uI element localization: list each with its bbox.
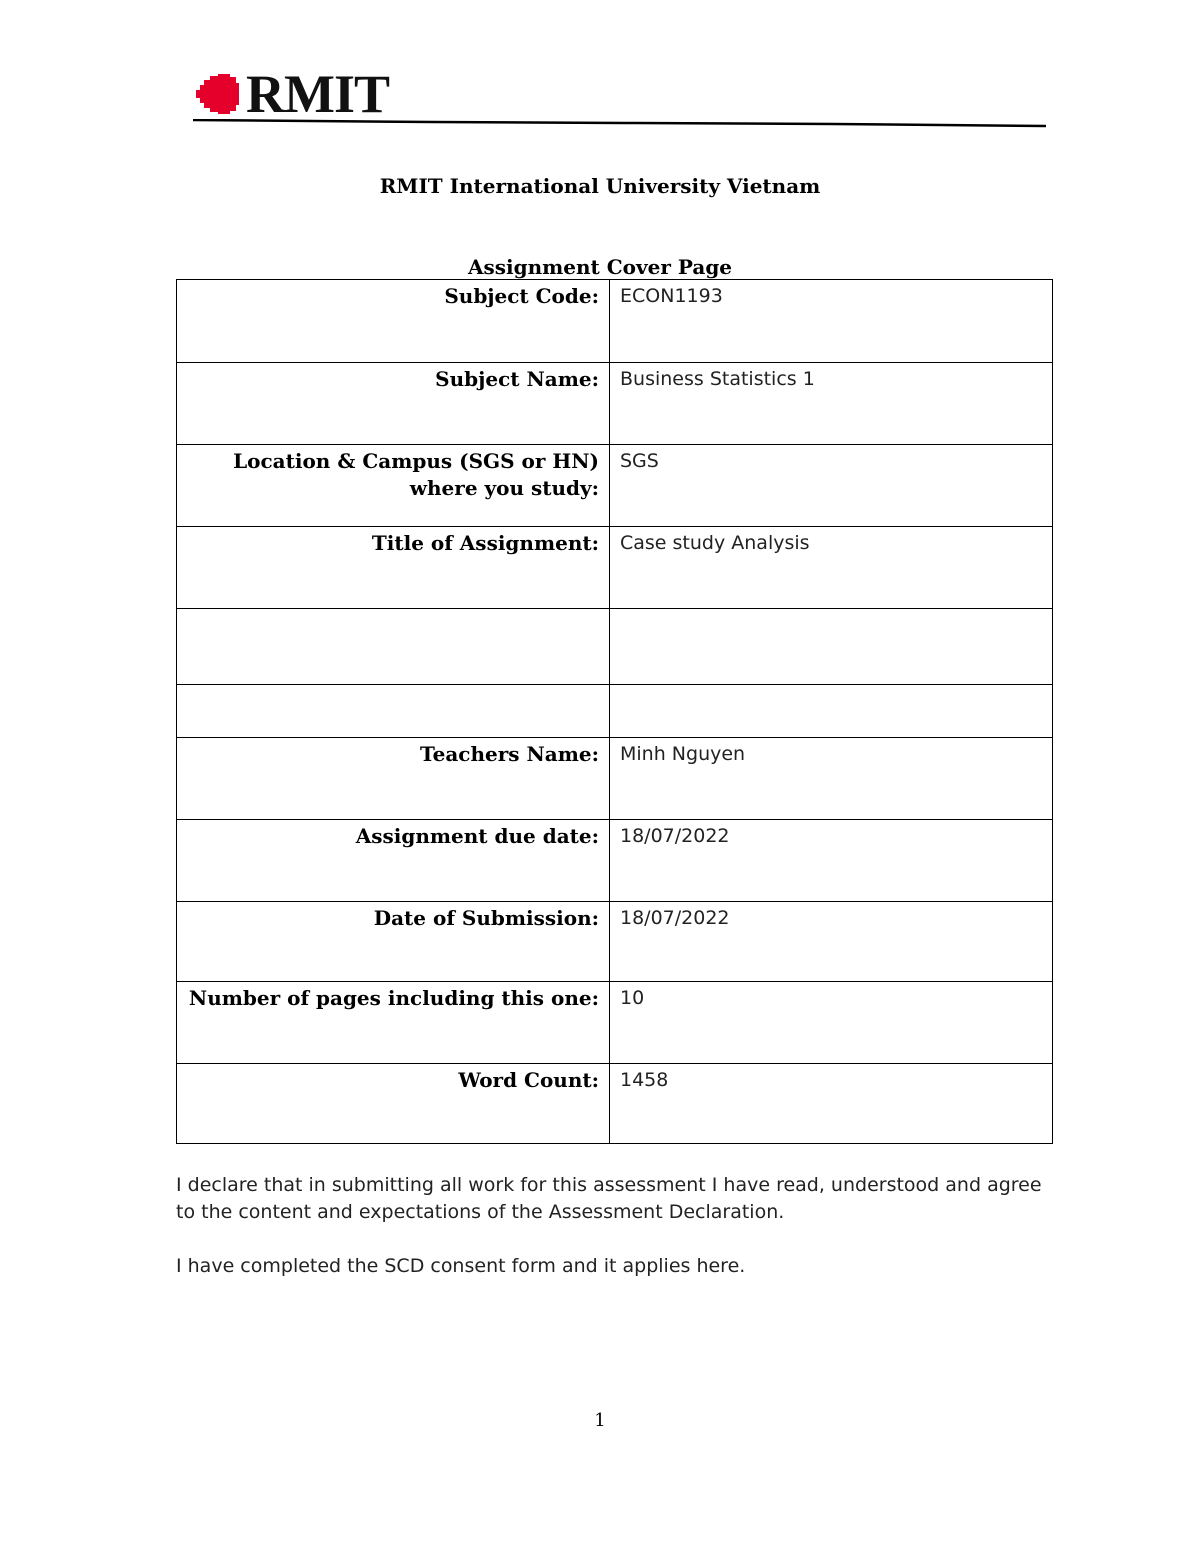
empty-cell [610, 609, 1053, 685]
table-row [177, 902, 1053, 982]
word-count-label: Word Count: [177, 1064, 610, 1144]
empty-cell [177, 685, 610, 738]
empty-cell [177, 609, 610, 685]
subject-code-label: Subject Code: [177, 280, 610, 363]
table-row [177, 738, 1053, 820]
assignment-title-value: Case study Analysis [610, 527, 1053, 609]
header-rule [193, 119, 1046, 129]
table-row [177, 527, 1053, 609]
table-row [177, 445, 1053, 527]
subject-name-label: Subject Name: [177, 363, 610, 445]
due-date-label: Assignment due date: [177, 820, 610, 902]
submission-date-label: Date of Submission: [177, 902, 610, 982]
table-row [177, 280, 1053, 363]
subject-code-value: ECON1193 [610, 280, 1053, 363]
table-row [177, 982, 1053, 1064]
university-title: RMIT International University Vietnam [379, 174, 821, 198]
teachers-name-label: Teachers Name: [177, 738, 610, 820]
teachers-name-value: Minh Nguyen [610, 738, 1053, 820]
assignment-info-table [176, 279, 1053, 1144]
page-count-value: 10 [610, 982, 1053, 1064]
page-number: 1 [594, 1410, 606, 1431]
declaration-block [176, 1172, 1046, 1307]
table-row [177, 820, 1053, 902]
word-count-value: 1458 [610, 1064, 1053, 1144]
assessment-declaration-text: I declare that in submitting all work for this assessment I have read, understood and agree to the content and expectations of the Assessment Declaration. [176, 1174, 1042, 1223]
subject-name-value: Business Statistics 1 [610, 363, 1053, 445]
page-count-label: Number of pages including this one: [177, 982, 610, 1064]
logo-wordmark: RMIT [246, 64, 389, 124]
table-row [177, 609, 1053, 685]
assignment-title-label: Title of Assignment: [177, 527, 610, 609]
table-row [177, 685, 1053, 738]
rmit-pixel-mark-icon [196, 71, 242, 117]
scd-consent-text: I have completed the SCD consent form and it applies here. [176, 1255, 746, 1277]
rmit-logo [196, 64, 389, 124]
location-campus-value: SGS [610, 445, 1053, 527]
submission-date-value: 18/07/2022 [610, 902, 1053, 982]
empty-cell [610, 685, 1053, 738]
location-campus-label: Location & Campus (SGS or HN) where you study: [177, 445, 610, 527]
table-row [177, 363, 1053, 445]
due-date-value: 18/07/2022 [610, 820, 1053, 902]
cover-page-title: Assignment Cover Page [467, 255, 733, 279]
table-row [177, 1064, 1053, 1144]
